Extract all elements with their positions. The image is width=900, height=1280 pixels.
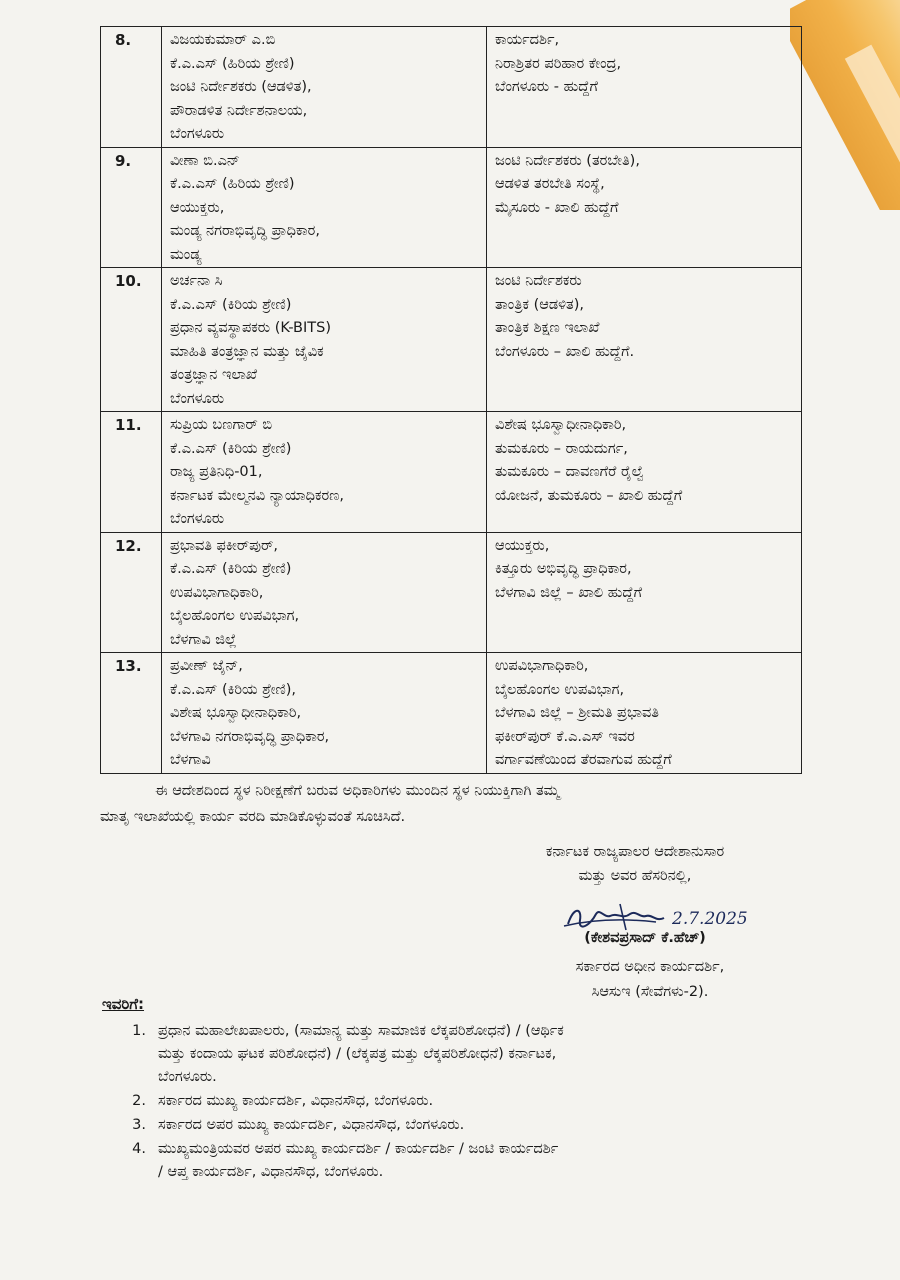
recipient-text: [158, 1020, 790, 1089]
recipient-item: [100, 1114, 790, 1137]
current-posting-line: ಪ್ರವೀಣ್ ಜೈನ್,: [170, 658, 243, 674]
new-posting-line: ಮೈಸೂರು - ಖಾಲಿ ಹುದ್ದೆಗೆ: [495, 199, 619, 216]
new-posting-line: ಯೋಜನೆ, ತುಮಕೂರು – ಖಾಲಿ ಹುದ್ದೆಗೆ: [495, 487, 683, 504]
recipient-text: [158, 1138, 790, 1184]
current-posting-line: ಕೆ.ಎ.ಎಸ್ (ಕಿರಿಯ ಶ್ರೇಣಿ): [170, 561, 292, 577]
recipient-item: [100, 1138, 790, 1184]
new-posting-line: ವಿಶೇಷ ಭೂಸ್ವಾಧೀನಾಧಿಕಾರಿ,: [495, 417, 627, 433]
recipient-line: ಸರ್ಕಾರದ ಅಪರ ಮುಖ್ಯ ಕಾರ್ಯದರ್ಶಿ, ವಿಧಾನಸೌಧ, ಬೆಂಗಳೂರು.: [158, 1117, 465, 1133]
recipient-number: 4.: [132, 1141, 146, 1157]
handwritten-signature: [560, 896, 790, 934]
recipient-line: ಸರ್ಕಾರದ ಮುಖ್ಯ ಕಾರ್ಯದರ್ಶಿ, ವಿಧಾನಸೌಧ, ಬೆಂಗಳೂರು.: [158, 1093, 434, 1109]
current-posting-line: ಆಯುಕ್ತರು,: [170, 199, 225, 216]
current-posting-line: ಪ್ರಭಾವತಿ ಫಕೀರ್‌ಪುರ್,: [170, 537, 278, 554]
current-posting-line: ಕೆ.ಎ.ಎಸ್ (ಹಿರಿಯ ಶ್ರೇಣಿ): [170, 176, 295, 192]
new-posting-line: ಕಾರ್ಯದರ್ಶಿ,: [495, 32, 560, 48]
new-posting-line: ಫಕೀರ್‌ಪುರ್ ಕೆ.ಎ.ಎಸ್ ಇವರ: [495, 728, 635, 745]
recipients-heading: ಇವರಿಗೆ:: [102, 995, 145, 1013]
current-posting-line: ಬೈಲಹೊಂಗಲ ಉಪವಿಭಾಗ,: [170, 608, 300, 624]
current-posting-line: ಬೆಳಗಾವಿ ನಗರಾಭಿವೃದ್ಧಿ ಪ್ರಾಧಿಕಾರ,: [170, 728, 330, 745]
designation-line-2: ಸಿಆಸುಇ (ಸೇವೆಗಳು-2).: [591, 984, 709, 1000]
transfer-table: [100, 26, 802, 774]
new-posting-line: ಬೈಲಹೊಂಗಲ ಉಪವಿಭಾಗ,: [495, 681, 625, 698]
recipient-line: ಪ್ರಧಾನ ಮಹಾಲೇಖಪಾಲರು, (ಸಾಮಾನ್ಯ ಮತ್ತು ಸಾಮಾಜಿಕ ಲೆಕ್ಕಪರಿಶೋಧನೆ) / (ಆರ್ಥಿಕ: [158, 1023, 564, 1039]
current-posting-cell: [162, 532, 487, 653]
new-posting-cell: [487, 412, 802, 533]
new-posting-line: ಬೆಂಗಳೂರು - ಹುದ್ದೆಗೆ: [495, 79, 598, 95]
current-posting-line: ಪೌರಾಡಳಿತ ನಿರ್ದೇಶನಾಲಯ,: [170, 102, 308, 119]
new-posting-line: ಕಿತ್ತೂರು ಅಭಿವೃದ್ಧಿ ಪ್ರಾಧಿಕಾರ,: [495, 561, 632, 577]
new-posting-line: ಉಪವಿಭಾಗಾಧಿಕಾರಿ,: [495, 658, 589, 674]
recipients-list: [100, 1020, 790, 1185]
signatory-designation: [500, 955, 800, 1005]
new-posting-line: ಜಂಟಿ ನಿರ್ದೇಶಕರು (ತರಬೇತಿ),: [495, 152, 640, 169]
recipient-number: 2.: [132, 1093, 146, 1109]
signature-date: 2.7.2025: [672, 909, 748, 929]
current-posting-line: ಅರ್ಚನಾ ಸಿ: [170, 273, 223, 289]
table-row: [101, 147, 802, 268]
signoff-line-1: ಕರ್ನಾಟಕ ರಾಜ್ಯಪಾಲರ ಆದೇಶಾನುಸಾರ: [545, 844, 725, 860]
instruction-line-2: ಮಾತೃ ಇಲಾಖೆಯಲ್ಲಿ ಕಾರ್ಯ ವರದಿ ಮಾಡಿಕೊಳ್ಳುವಂತೆ ಸೂಚಿಸಿದೆ.: [100, 809, 406, 825]
new-posting-line: ಬೆಳಗಾವಿ ಜಿಲ್ಲೆ – ಖಾಲಿ ಹುದ್ದೆಗೆ: [495, 584, 643, 601]
current-posting-line: ಬೆಂಗಳೂರು: [170, 126, 225, 142]
recipient-line: ಮುಖ್ಯಮಂತ್ರಿಯವರ ಅಪರ ಮುಖ್ಯ ಕಾರ್ಯದರ್ಶಿ / ಕಾರ್ಯದರ್ಶಿ / ಜಂಟಿ ಕಾರ್ಯದರ್ಶಿ: [158, 1141, 559, 1157]
signatory-name: (ಕೇಶವಪ್ರಸಾದ್ ಕೆ.ಹೆಚ್): [584, 930, 706, 946]
serial-number: 11.: [101, 412, 162, 533]
current-posting-line: ಬೆಳಗಾವಿ: [170, 752, 211, 768]
serial-number: 10.: [101, 268, 162, 412]
new-posting-line: ಆಯುಕ್ತರು,: [495, 537, 550, 554]
current-posting-line: ತಂತ್ರಜ್ಞಾನ ಇಲಾಖೆ: [170, 367, 258, 383]
current-posting-line: ಬೆಂಗಳೂರು: [170, 390, 225, 407]
current-posting-line: ಮಂಡ್ಯ: [170, 246, 202, 263]
current-posting-line: ಸುಪ್ರಿಯ ಬಣಗಾರ್ ಬಿ: [170, 417, 273, 433]
recipient-item: [100, 1020, 790, 1089]
new-posting-cell: [487, 653, 802, 774]
current-posting-line: ವಿಜಯಕುಮಾರ್ ಎ.ಬಿ: [170, 32, 276, 48]
current-posting-line: ಮಂಡ್ಯ ನಗರಾಭಿವೃದ್ಧಿ ಪ್ರಾಧಿಕಾರ,: [170, 223, 320, 239]
serial-number: 13.: [101, 653, 162, 774]
new-posting-cell: [487, 268, 802, 412]
new-posting-line: ತಾಂತ್ರಿಕ ಶಿಕ್ಷಣ ಇಲಾಖೆ: [495, 320, 600, 336]
recipient-text: [158, 1114, 790, 1137]
table-row: [101, 27, 802, 148]
current-posting-line: ರಾಜ್ಯ ಪ್ರತಿನಿಧಿ-01,: [170, 464, 263, 480]
recipient-number: 3.: [132, 1117, 146, 1133]
current-posting-line: ಪ್ರಧಾನ ವ್ಯವಸ್ಥಾಪಕರು (K-BITS): [170, 320, 332, 336]
designation-line-1: ಸರ್ಕಾರದ ಅಧೀನ ಕಾರ್ಯದರ್ಶಿ,: [575, 959, 725, 975]
new-posting-line: ಬೆಳಗಾವಿ ಜಿಲ್ಲೆ – ಶ್ರೀಮತಿ ಪ್ರಭಾವತಿ: [495, 705, 659, 721]
current-posting-cell: [162, 268, 487, 412]
current-posting-cell: [162, 147, 487, 268]
new-posting-cell: [487, 147, 802, 268]
current-posting-line: ಕೆ.ಎ.ಎಸ್ (ಕಿರಿಯ ಶ್ರೇಣಿ),: [170, 681, 297, 698]
new-posting-line: ಬೆಂಗಳೂರು – ಖಾಲಿ ಹುದ್ದೆಗೆ.: [495, 343, 635, 360]
current-posting-line: ಕೆ.ಎ.ಎಸ್ (ಕಿರಿಯ ಶ್ರೇಣಿ): [170, 440, 292, 457]
new-posting-line: ನಿರಾಶ್ರಿತರ ಪರಿಹಾರ ಕೇಂದ್ರ,: [495, 55, 622, 72]
recipient-line: / ಆಪ್ತ ಕಾರ್ಯದರ್ಶಿ, ವಿಧಾನಸೌಧ, ಬೆಂಗಳೂರು.: [158, 1164, 384, 1180]
new-posting-cell: [487, 27, 802, 148]
signoff-line-2: ಮತ್ತು ಅವರ ಹೆಸರಿನಲ್ಲಿ,: [578, 868, 692, 884]
table-row: [101, 653, 802, 774]
new-posting-line: ಜಂಟಿ ನಿರ್ದೇಶಕರು: [495, 273, 582, 289]
current-posting-line: ಬೆಂಗಳೂರು: [170, 511, 225, 527]
current-posting-line: ಕೆ.ಎ.ಎಸ್ (ಹಿರಿಯ ಶ್ರೇಣಿ): [170, 55, 295, 72]
new-posting-line: ವರ್ಗಾವಣೆಯಿಂದ ತೆರವಾಗುವ ಹುದ್ದೆಗೆ: [495, 752, 672, 768]
table-row: [101, 532, 802, 653]
current-posting-line: ಕೆ.ಎ.ಎಸ್ (ಕಿರಿಯ ಶ್ರೇಣಿ): [170, 296, 292, 313]
new-posting-line: ತುಮಕೂರು – ರಾಯದುರ್ಗ,: [495, 440, 628, 457]
table-row: [101, 268, 802, 412]
serial-number: 8.: [101, 27, 162, 148]
serial-number: 9.: [101, 147, 162, 268]
serial-number: 12.: [101, 532, 162, 653]
new-posting-line: ತುಮಕೂರು – ದಾವಣಗೆರೆ ರೈಲ್ವೆ: [495, 464, 645, 480]
new-posting-line: ತಾಂತ್ರಿಕ (ಆಡಳಿತ),: [495, 296, 584, 313]
recipient-item: [100, 1090, 790, 1113]
current-posting-line: ಬೆಳಗಾವಿ ಜಿಲ್ಲೆ: [170, 631, 237, 648]
recipient-line: ಮತ್ತು ಕಂದಾಯ ಘಟಕ ಪರಿಶೋಧನೆ) / (ಲೆಕ್ಕಪತ್ರ ಮತ್ತು ಲೆಕ್ಕಪರಿಶೋಧನೆ) ಕರ್ನಾಟಕ,: [158, 1046, 557, 1062]
corner-decoration: [790, 0, 900, 210]
current-posting-line: ಕರ್ನಾಟಕ ಮೇಲ್ಮನವಿ ನ್ಯಾಯಾಧಿಕರಣ,: [170, 487, 345, 504]
current-posting-cell: [162, 27, 487, 148]
new-posting-line: ಆಡಳಿತ ತರಬೇತಿ ಸಂಸ್ಥೆ,: [495, 176, 605, 192]
current-posting-line: ಉಪವಿಭಾಗಾಧಿಕಾರಿ,: [170, 584, 264, 601]
current-posting-line: ಮಾಹಿತಿ ತಂತ್ರಜ್ಞಾನ ಮತ್ತು ಜೈವಿಕ: [170, 343, 324, 360]
recipient-line: ಬೆಂಗಳೂರು.: [158, 1069, 217, 1085]
current-posting-cell: [162, 653, 487, 774]
new-posting-cell: [487, 532, 802, 653]
recipient-number: 1.: [132, 1023, 146, 1039]
table-row: [101, 412, 802, 533]
current-posting-line: ವೀಣಾ ಬಿ.ಎನ್: [170, 152, 240, 169]
recipient-text: [158, 1090, 790, 1113]
current-posting-line: ಜಂಟಿ ನಿರ್ದೇಶಕರು (ಆಡಳಿತ),: [170, 79, 312, 95]
current-posting-cell: [162, 412, 487, 533]
signoff-block: [470, 840, 800, 888]
instruction-line-1: ಈ ಆದೇಶದಿಂದ ಸ್ಥಳ ನಿರೀಕ್ಷಣೆಗೆ ಬರುವ ಅಧಿಕಾರಿಗಳು ಮುಂದಿನ ಸ್ಥಳ ನಿಯುಕ್ತಿಗಾಗಿ ತಮ್ಮ: [155, 783, 560, 799]
instruction-paragraph: [100, 778, 790, 830]
current-posting-line: ವಿಶೇಷ ಭೂಸ್ವಾಧೀನಾಧಿಕಾರಿ,: [170, 705, 302, 721]
